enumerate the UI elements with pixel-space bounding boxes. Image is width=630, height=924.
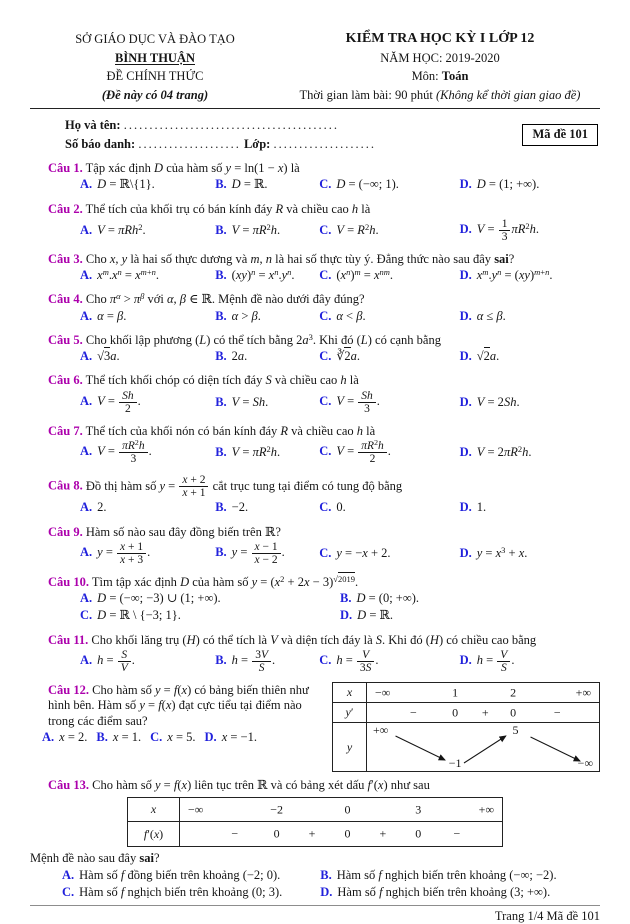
table-value: 0 [273, 826, 280, 841]
exam-title: KIỂM TRA HỌC KỲ I LỚP 12 [345, 31, 535, 46]
issuer-province: BÌNH THUẬN [115, 50, 195, 65]
table-value: −2 [270, 802, 283, 817]
question-text: Đồ thị hàm số y = $\frac{x + 2}{x + 1}$ cắt trục tung tại điểm có tung độ bằng [85, 474, 403, 500]
option-d: D. $V = 2\pi R^2h$. [459, 443, 532, 459]
option-d: D. x = −1. [204, 729, 257, 744]
page-footer [30, 905, 600, 924]
table-value: −∞ [375, 685, 391, 700]
option-a: A. D = (−∞; −3) ∪ (1; +∞). [80, 591, 221, 606]
table-value: +∞ [478, 802, 494, 817]
options [30, 500, 600, 515]
page-number: Trang 1/4 Mã đề 101 [494, 909, 600, 923]
exam-title-block [280, 30, 600, 104]
question-text: Cho hàm số y = f(x) có bảng biến thiên như hình bên. Hàm số y = f(x) đạt cực tiểu tại điểm nào trong các điểm sau? [48, 683, 309, 728]
question-text: Cho x, y là hai số thực dương và m, n là hai số thực tùy ý. Đẳng thức nào sau đây sai? [85, 251, 515, 266]
question-text: Cho khối lăng trụ (H) có thể tích là V và diện tích đáy là S. Khi đó (H) có chiều cao bằng [91, 632, 537, 647]
option-b: B. y = $\frac{x - 1}{x - 2}$ . [215, 540, 285, 566]
option-a: A. V = $\frac{Sh}{2}$ . [80, 389, 141, 415]
option-b: B. D = (0; +∞). [340, 591, 420, 606]
option-d: D. Hàm số f nghịch biến trên khoảng (3; +∞). [320, 884, 551, 899]
option-d: D. D = ℝ. [340, 608, 394, 623]
table-value: −∞ [188, 802, 204, 817]
table-value: 0 [344, 826, 351, 841]
option-c: C. $V = R^2h$. [319, 221, 379, 237]
table-value: + [308, 826, 316, 841]
exam-type: ĐỀ CHÍNH THỨC [106, 69, 204, 83]
question-5 [30, 329, 600, 368]
option-text: D = ℝ. [231, 177, 268, 192]
fullname-line [65, 116, 376, 135]
options [30, 868, 600, 901]
student-info [30, 116, 600, 154]
table-value: + [379, 826, 387, 841]
option-a: A. V = $\frac{\pi R^2h}{3}$ . [80, 438, 152, 466]
question-text: Thể tích của khối trụ có bán kính đáy R và chiều cao h là [85, 201, 371, 216]
table-value: 0 [415, 826, 422, 841]
issuer-block [30, 30, 280, 104]
question-label: Câu 12. [48, 683, 89, 697]
variation-table-x-row [333, 683, 599, 703]
question-12 [30, 679, 600, 772]
variation-arrows [367, 723, 599, 771]
fullname-label: Họ và tên: [65, 118, 121, 132]
options [30, 440, 600, 465]
question-text: Tập xác định D của hàm số y = ln(1 − x) là [85, 161, 300, 175]
subject-line: Môn: Toán [411, 69, 469, 83]
option-a: A. x = 2. [42, 729, 88, 744]
class-label: Lớp: [243, 137, 271, 151]
exam-header [30, 30, 600, 104]
row-header-x: x [333, 683, 367, 702]
option-b: B. $V = \pi R^2h$. [215, 443, 281, 459]
question-text: Hàm số nào sau đây đồng biến trên ℝ? [85, 524, 281, 539]
option-d: D. √2a. [459, 349, 500, 364]
table-value: 3 [415, 802, 422, 817]
question-label: Câu 11. [48, 632, 89, 647]
option-c: C. ∛2a. [319, 349, 360, 364]
question-label: Câu 13. [48, 778, 89, 792]
question-label: Câu 1. [48, 161, 83, 175]
table-value: −1 [448, 756, 462, 771]
option-a: A. V = πRh$^2$. [80, 221, 146, 237]
option-a: A. α = β. [80, 308, 127, 323]
option-c: C. x = 5. [150, 729, 196, 744]
question-8 [30, 470, 600, 518]
duration-note: (Không kể thời gian giao đề) [435, 87, 581, 102]
option-d: D. V = $\frac{1}{3}$ $\pi R^2h$. [459, 217, 539, 243]
candidate-number-dots: .................... [138, 137, 241, 151]
option-c: C. V = $\frac{Sh}{3}$ . [319, 389, 380, 415]
option-text: D = (1; +∞). [476, 177, 540, 192]
row-header-f-prime: f′(x) [128, 822, 180, 846]
question-label: Câu 9. [48, 524, 83, 539]
issuer-name: SỞ GIÁO DỤC VÀ ĐÀO TẠO [75, 32, 235, 46]
sign-table-sign-row [128, 822, 502, 846]
question-label: Câu 8. [48, 478, 83, 493]
option-c: C. 0. [319, 500, 346, 515]
option-d [460, 177, 600, 192]
option-c: C. α < β. [319, 308, 366, 323]
question-stem-2: Mệnh đề nào sau đây sai? [30, 851, 160, 866]
table-value: 0 [452, 705, 459, 720]
question-label: Câu 4. [48, 292, 83, 307]
option-d: D. V = 2Sh. [459, 394, 520, 409]
row-header-x: x [128, 798, 180, 821]
table-value: − [410, 705, 417, 720]
sign-table-x-row [128, 798, 502, 822]
question-text: Thể tích của khối nón có bán kính đáy R và chiều cao h là [85, 423, 376, 438]
options [30, 218, 600, 243]
table-value: − [453, 826, 461, 841]
fullname-dots: .......................................... [123, 118, 339, 132]
option-d: D. $x^m.y^n = (xy)^{m+n}$. [459, 266, 553, 283]
option-a: A. √3a. [80, 349, 120, 364]
option-key: C. [319, 177, 332, 192]
option-a [80, 177, 215, 192]
option-key: D. [459, 177, 472, 192]
table-value: 0 [344, 802, 351, 817]
question-4 [30, 288, 600, 327]
variation-table-sign-row [333, 703, 599, 723]
question-label: Câu 5. [48, 332, 83, 347]
school-year: NĂM HỌC: 2019-2020 [380, 50, 500, 65]
options [30, 177, 600, 192]
question-1 [30, 157, 600, 196]
options [30, 591, 600, 624]
option-b: B. h = $\frac{3V}{S}$ . [215, 648, 276, 674]
options [30, 309, 600, 324]
question-text: Tìm tập xác định D của hàm số $y = (x^2 + 2x - 3)^{√2019}$. [91, 573, 359, 589]
question-text: Cho hàm số y = f(x) liên tục trên ℝ và có bảng xét dấu f′(x) như sau [92, 778, 430, 792]
sign-table [127, 797, 503, 847]
option-b: B. α > β. [215, 308, 261, 323]
table-value: − [553, 705, 561, 720]
question-label: Câu 3. [48, 251, 83, 266]
question-text: Cho khối lập phương (L) có thể tích bằng $2a^3$. Khi đó (L) có cạnh bằng [85, 331, 441, 347]
question-label: Câu 10. [48, 574, 89, 589]
option-b: B. V = Sh. [215, 394, 269, 409]
option-key: B. [215, 177, 227, 192]
variation-table-y-row [333, 723, 599, 771]
candidate-number-label: Số báo danh: [65, 137, 136, 151]
option-c: C. h = $\frac{V}{3S}$ . [319, 648, 379, 674]
option-b: B. x = 1. [96, 729, 142, 744]
option-key: A. [80, 177, 93, 192]
table-value: 0 [510, 705, 517, 720]
subject-name: Toán [441, 69, 469, 83]
table-value: +∞ [373, 723, 389, 737]
table-value: + [481, 705, 489, 720]
option-a: A. h = $\frac{S}{V}$ . [80, 648, 135, 674]
table-value: −∞ [577, 756, 593, 771]
option-a: A. $x^m.x^n = x^{m+n}$. [80, 266, 159, 283]
class-dots: .................... [273, 137, 376, 151]
duration-line: Thời gian làm bài: 90 phút (Không kể thời gian giao đề) [299, 87, 581, 102]
options [30, 649, 600, 674]
option-c: C. V = $\frac{\pi R^2h}{2}$ . [319, 438, 391, 466]
option-d: D. h = $\frac{V}{S}$ . [459, 648, 515, 674]
question-13 [30, 774, 600, 903]
question-9 [30, 521, 600, 569]
question-text: Thể tích khối chóp có diện tích đáy S và chiều cao h là [85, 373, 359, 388]
question-label: Câu 7. [48, 423, 83, 438]
exam-code-box: Mã đề 101 [522, 124, 598, 146]
row-header-y: y [333, 723, 367, 771]
option-d: D. 1. [459, 500, 487, 515]
candidate-line [65, 135, 376, 154]
option-b: B. $(xy)^n = x^n.y^n$. [215, 266, 295, 283]
option-c: C. D = ℝ \ {−3; 1}. [80, 608, 181, 623]
table-value: +∞ [575, 685, 591, 700]
table-value: 1 [452, 685, 459, 700]
question-text: Cho $\pi^\alpha > \pi^\beta$ với α, β ∈ ℝ. Mệnh đề nào dưới đây đúng? [85, 291, 365, 307]
variation-table [332, 682, 600, 772]
question-10 [30, 571, 600, 627]
option-d: D. $y = x^3 + x$. [459, 544, 528, 560]
option-c: C. Hàm số f nghịch biến trên khoảng (0; 3). [62, 884, 283, 899]
options [30, 541, 600, 566]
page-count-note: (Đề này có 04 trang) [101, 87, 209, 102]
option-b: B. Hàm số f nghịch biến trên khoảng (−∞; −2). [320, 867, 557, 882]
options [30, 390, 600, 415]
question-label: Câu 2. [48, 201, 83, 216]
option-b [215, 177, 319, 192]
table-value: 2 [510, 685, 517, 700]
option-b: B. $V = \pi R^2h$. [215, 221, 281, 237]
options [30, 349, 600, 364]
option-a: A. Hàm số f đồng biến trên khoảng (−2; 0). [62, 867, 281, 882]
option-a: A. y = $\frac{x + 1}{x + 3}$ . [80, 540, 151, 566]
option-text: D = ℝ\{1}. [97, 177, 155, 192]
options [30, 730, 326, 745]
option-c: C. y = −x + 2. [319, 545, 391, 560]
option-d: D. α ≤ β. [459, 308, 506, 323]
footer-rule [30, 905, 600, 906]
table-value: − [231, 826, 239, 841]
question-3 [30, 248, 600, 287]
question-6 [30, 369, 600, 417]
option-a: A. 2. [80, 500, 107, 515]
option-b: B. −2. [215, 500, 249, 515]
question-11 [30, 629, 600, 677]
question-7 [30, 420, 600, 468]
header-rule [30, 108, 600, 109]
option-c [319, 177, 459, 192]
options [30, 268, 600, 283]
row-header-y-prime: y′ [333, 703, 367, 722]
table-value: 5 [512, 723, 519, 737]
question-label: Câu 6. [48, 373, 83, 388]
option-b: B. 2a. [215, 349, 248, 364]
question-2 [30, 198, 600, 246]
option-c: C. $(x^n)^m = x^{nm}$. [319, 266, 394, 283]
option-text: D = (−∞; 1). [336, 177, 399, 192]
